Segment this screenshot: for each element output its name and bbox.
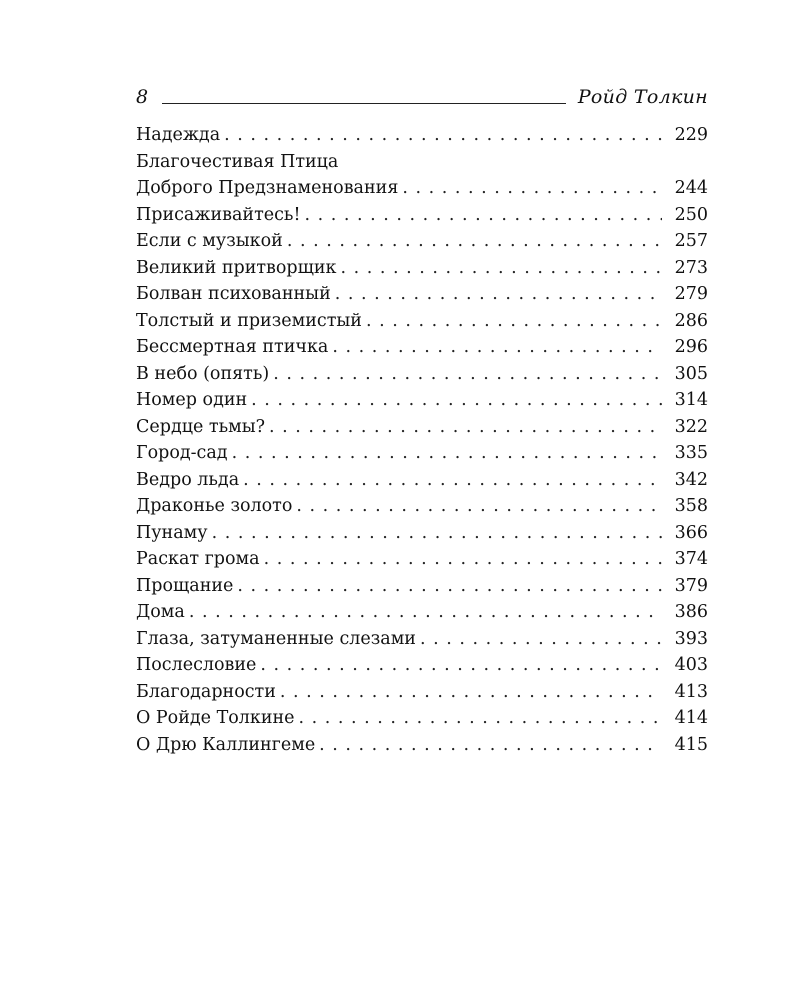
dot-leader [319, 732, 662, 759]
toc-entry[interactable] [136, 228, 708, 255]
toc-entry-title: Если с музыкой [136, 231, 283, 251]
toc-entry-page: 386 [674, 602, 708, 622]
toc-entry-title: Надежда [136, 125, 221, 145]
toc-entry-title: Город-сад [136, 443, 228, 463]
toc-entry-page: 257 [674, 231, 708, 251]
dot-leader [335, 281, 662, 308]
dot-leader [273, 361, 662, 388]
author-name: Ройд Толкин [577, 86, 708, 108]
toc-entry-page: 296 [674, 337, 708, 357]
header-rule [162, 103, 566, 104]
toc-entry-page: 358 [674, 496, 708, 516]
toc-entry-page: 366 [674, 522, 708, 543]
toc-entry[interactable] [136, 652, 708, 679]
toc-entry-title: Драконье золото [136, 496, 293, 516]
toc-entry-page: 305 [674, 363, 708, 384]
dot-leader [189, 599, 662, 626]
toc-entry[interactable] [136, 467, 708, 494]
dot-leader [237, 573, 662, 600]
dot-leader [243, 467, 662, 494]
toc-entry-title: Пунаму [136, 522, 208, 543]
toc-entry-title: Болван психованный [136, 284, 331, 304]
toc-entry[interactable] [136, 122, 708, 149]
toc-entry[interactable] [136, 679, 708, 706]
toc-entry-title: Сердце тьмы? [136, 416, 266, 437]
dot-leader [304, 202, 662, 229]
dot-leader [296, 493, 662, 520]
toc-entry-title: Благодарности [136, 681, 276, 702]
toc-entry-title: Присаживайтесь! [136, 204, 301, 225]
dot-leader [269, 414, 662, 441]
toc-entry[interactable] [136, 440, 708, 467]
toc-entry-page: 322 [674, 416, 708, 437]
toc-entry-title: В небо (опять) [136, 363, 270, 384]
toc-entry-title: Номер один [136, 390, 248, 410]
toc-entry-page: 415 [674, 734, 708, 755]
toc-entry-page: 414 [674, 708, 708, 728]
toc-entry[interactable] [136, 414, 708, 441]
dot-leader [420, 626, 662, 653]
toc-entry[interactable] [136, 308, 708, 335]
toc-entry-page: 229 [674, 125, 708, 145]
page-number: 8 [136, 86, 149, 108]
table-of-contents [136, 122, 708, 758]
dot-leader [287, 228, 662, 255]
dot-leader [232, 440, 662, 467]
toc-entry-page: 413 [674, 681, 708, 702]
toc-entry-title: Бессмертная птичка [136, 337, 329, 357]
toc-entry-title: Ведро льда [136, 469, 240, 490]
toc-entry-page: 374 [674, 549, 708, 569]
toc-entry[interactable] [136, 732, 708, 759]
toc-entry-page: 279 [674, 284, 708, 304]
toc-entry[interactable] [136, 573, 708, 600]
dot-leader [264, 546, 662, 573]
toc-entry[interactable] [136, 149, 708, 202]
dot-leader [280, 679, 662, 706]
dot-leader [332, 334, 662, 361]
toc-entry-title-line1: Благочестивая Птица [136, 151, 339, 172]
toc-entry-title: Великий притворщик [136, 257, 337, 278]
dot-leader [341, 255, 663, 282]
toc-entry[interactable] [136, 255, 708, 282]
toc-entry-title: Раскат грома [136, 549, 260, 569]
toc-entry[interactable] [136, 626, 708, 653]
dot-leader [251, 387, 662, 414]
toc-entry[interactable] [136, 387, 708, 414]
toc-entry[interactable] [136, 493, 708, 520]
toc-entry[interactable] [136, 361, 708, 388]
toc-entry[interactable] [136, 599, 708, 626]
toc-entry-page: 273 [674, 257, 708, 278]
toc-entry[interactable] [136, 546, 708, 573]
running-head [136, 80, 708, 108]
toc-entry[interactable] [136, 202, 708, 229]
toc-entry-title: Глаза, затуманенные слезами [136, 628, 416, 649]
toc-entry-page: 379 [674, 575, 708, 596]
toc-entry-page: 335 [674, 443, 708, 463]
toc-entry-page: 393 [674, 628, 708, 649]
dot-leader [366, 308, 662, 335]
dot-leader [260, 652, 662, 679]
toc-entry-page: 250 [674, 204, 708, 225]
toc-entry-page: 342 [674, 469, 708, 490]
dot-leader [224, 122, 662, 149]
dot-leader [299, 705, 662, 732]
toc-entry-page: 403 [674, 655, 708, 675]
toc-entry-title: О Дрю Каллингеме [136, 734, 316, 755]
toc-entry-page: 286 [674, 310, 708, 331]
toc-entry-title: О Ройде Толкине [136, 708, 295, 728]
toc-entry-title: Дома [136, 602, 185, 622]
toc-entry-title: Прощание [136, 575, 234, 596]
toc-entry[interactable] [136, 705, 708, 732]
toc-entry[interactable] [136, 520, 708, 547]
dot-leader [402, 175, 662, 202]
toc-entry[interactable] [136, 281, 708, 308]
dot-leader [212, 520, 662, 547]
toc-entry-page: 314 [674, 390, 708, 410]
toc-entry-title: Доброго Предзнаменования [136, 178, 399, 198]
toc-entry-title: Толстый и приземистый [136, 310, 362, 331]
toc-entry[interactable] [136, 334, 708, 361]
toc-entry-page: 244 [674, 178, 708, 198]
toc-entry-title: Послесловие [136, 655, 257, 675]
